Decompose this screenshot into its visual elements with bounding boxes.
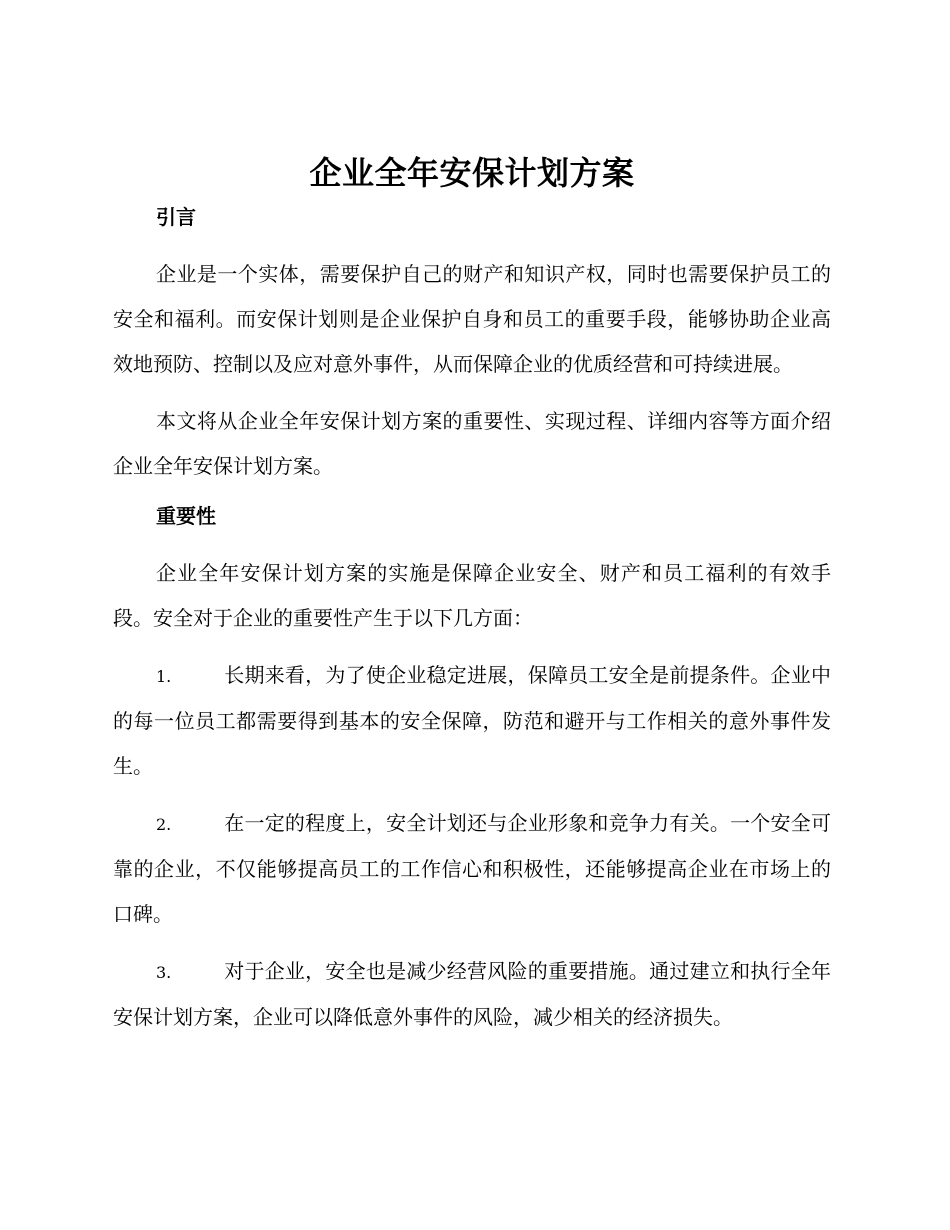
spacer [113,937,831,949]
spacer [113,489,831,501]
list-item-text: 长期来看，为了使企业稳定进展，保障员工安全是前提条件。企业中的每一位员工都需要得到基本的安全保障，防范和避开与工作相关的意外事件发生。 [113,663,831,778]
list-item-2 [113,801,831,937]
importance-paragraph-1: 企业全年安保计划方案的实施是保障企业安全、财产和员工福利的有效手段。安全对于企业的重要性产生于以下几方面： [113,561,831,630]
spacer [113,531,831,551]
intro-paragraph-1: 企业是一个实体，需要保护自己的财产和知识产权，同时也需要保护员工的安全和福利。而安保计划则是企业保护自身和员工的重要手段，能够协助企业高效地预防、控制以及应对意外事件，从而保障企业的优质经营和可持续进展。 [113,262,831,376]
section-heading-importance: 重要性 [156,504,216,528]
list-number: 1. [156,667,172,686]
list-item-1 [113,653,831,789]
list-number: 2. [156,815,172,834]
list-item-text: 对于企业，安全也是减少经营风险的重要措施。通过建立和执行全年安保计划方案，企业可以降低意外事件的风险，减少相关的经济损失。 [113,959,831,1029]
list-number: 3. [156,963,172,982]
spacer [113,232,831,252]
list-item-text: 在一定的程度上，安全计划还与企业形象和竞争力有关。一个安全可靠的企业，不仅能够提高员工的工作信心和积极性，还能够提高企业在市场上的口碑。 [113,811,831,926]
document-title: 企业全年安保计划方案 [309,154,635,192]
spacer [113,641,831,653]
section-heading-intro: 引言 [156,205,196,229]
list-item-3 [113,949,831,1040]
document-body [113,150,831,1040]
spacer [113,387,831,399]
spacer [113,789,831,801]
intro-paragraph-2: 本文将从企业全年安保计划方案的重要性、实现过程、详细内容等方面介绍企业全年安保计划方案。 [113,409,831,478]
